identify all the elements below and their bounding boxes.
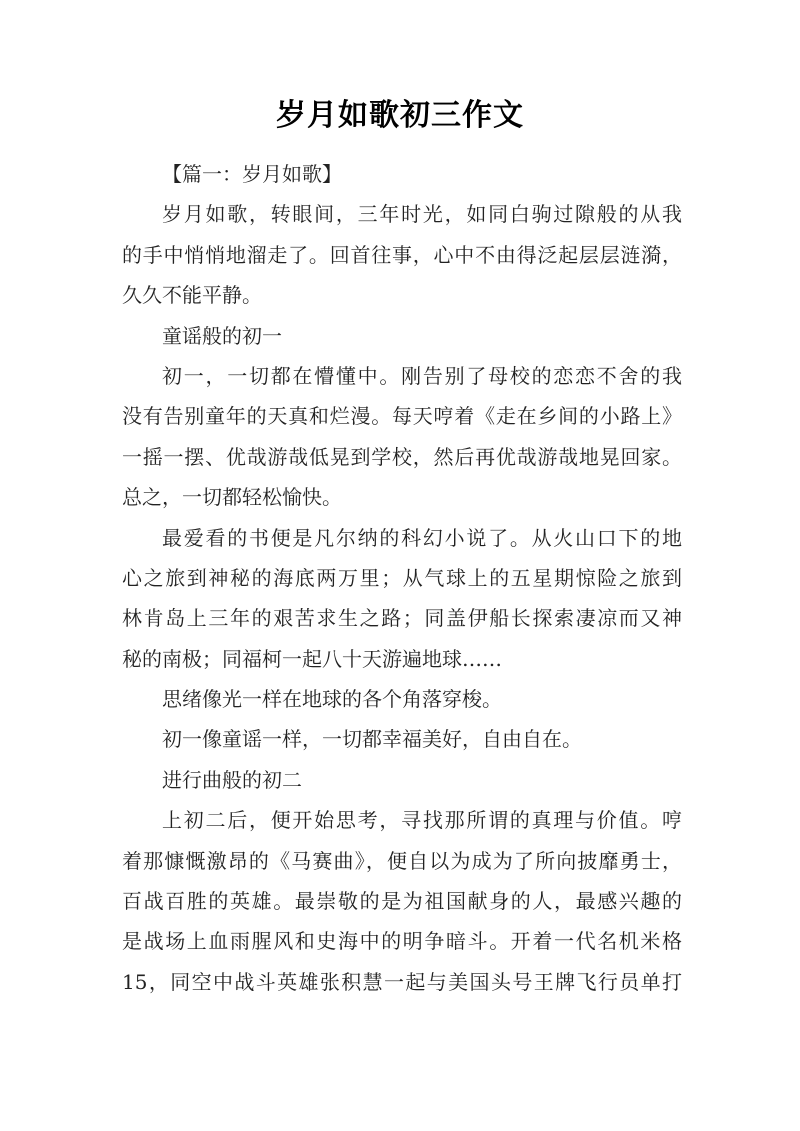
paragraph-line: 心之旅到神秘的海底两万里；从气球上的五星期惊险之旅到 <box>122 565 682 590</box>
paragraph-line: 的手中悄悄地溜走了。回首往事，心中不由得泛起层层涟漪， <box>122 242 682 267</box>
paragraph-line: 岁月如歌，转眼间，三年时光，如同白驹过隙般的从我 <box>162 202 682 227</box>
subheading: 童谣般的初一 <box>162 323 282 348</box>
paragraph-line: 百战百胜的英雄。最崇敬的是为祖国献身的人，最感兴趣的 <box>122 889 682 914</box>
paragraph-line: 初一，一切都在懵懂中。刚告别了母校的恋恋不舍的我 <box>162 363 682 388</box>
section-heading: 【篇一：岁月如歌】 <box>162 162 342 186</box>
subheading: 进行曲般的初二 <box>162 767 302 792</box>
paragraph-line: 着那慷慨激昂的《马赛曲》，便自以为成为了所向披靡勇士， <box>122 848 682 873</box>
document-body <box>122 154 682 1002</box>
paragraph-line: 没有告别童年的天真和烂漫。每天哼着《走在乡间的小路上》 <box>122 404 682 429</box>
paragraph-line: 久久不能平静。 <box>122 283 262 308</box>
paragraph-line: 一摇一摆、优哉游哉低晃到学校，然后再优哉游哉地晃回家。 <box>122 444 682 469</box>
paragraph-line: 林肯岛上三年的艰苦求生之路；同盖伊船长探索凄凉而又神 <box>122 606 682 631</box>
paragraph-line: 上初二后，便开始思考，寻找那所谓的真理与价值。哼 <box>162 808 682 833</box>
paragraph-line: 秘的南极；同福柯一起八十天游遍地球…… <box>122 646 502 671</box>
paragraph-line: 思绪像光一样在地球的各个角落穿梭。 <box>162 687 502 712</box>
document-title: 岁月如歌初三作文 <box>276 98 524 133</box>
paragraph-line: 15，同空中战斗英雄张积慧一起与美国头号王牌飞行员单打 <box>122 969 682 994</box>
paragraph-line: 初一像童谣一样，一切都幸福美好，自由自在。 <box>162 727 582 752</box>
paragraph-line: 是战场上血雨腥风和史海中的明争暗斗。开着一代名机米格 <box>122 929 682 954</box>
paragraph-line: 总之，一切都轻松愉快。 <box>122 485 342 510</box>
paragraph-line: 最爱看的书便是凡尔纳的科幻小说了。从火山口下的地 <box>162 525 682 550</box>
